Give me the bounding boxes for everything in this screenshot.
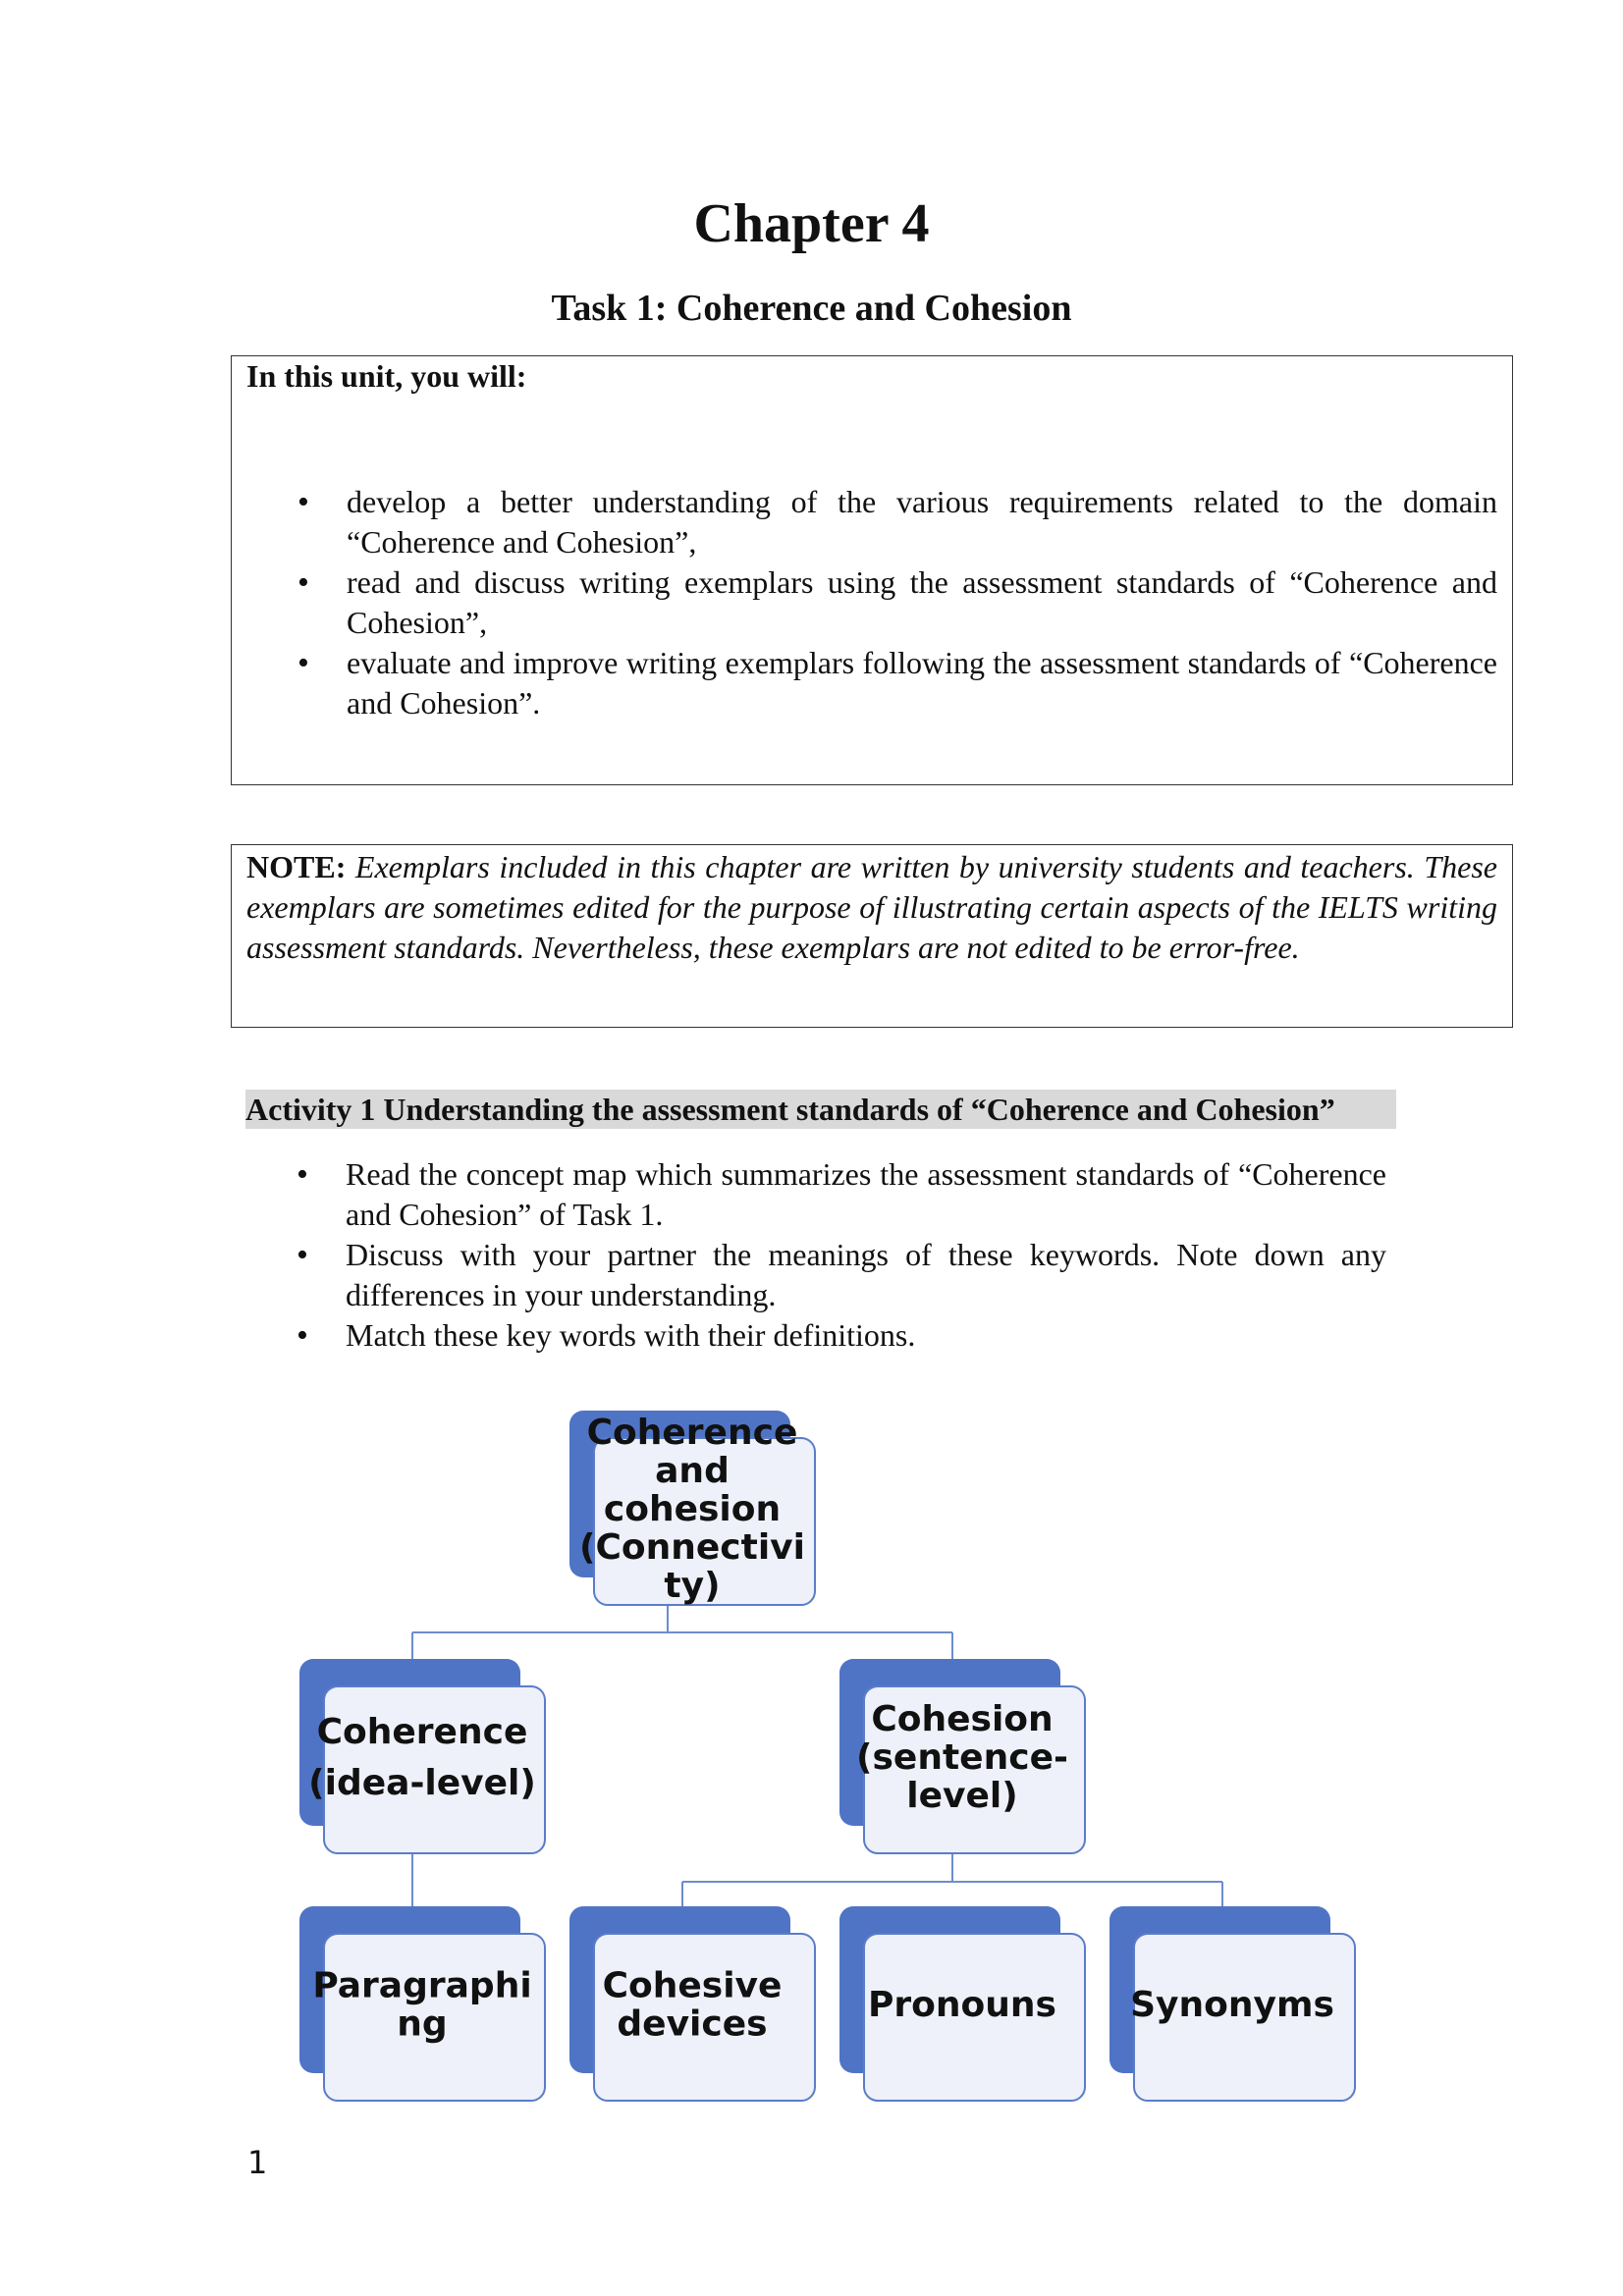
node-label-line: Pronouns [868,1984,1056,2025]
list-item: • develop a better understanding of the various requirements related to the domain “Coherence and Cohesion”, [347,482,1497,562]
node-label-line: Paragraphi [312,1965,532,2006]
page-number: 1 [247,2144,268,2181]
concept-node-coherence [299,1659,545,1853]
node-label-line: Coherence [316,1711,528,1752]
list-item: • Discuss with your partner the meanings of these keywords. Note down any differences in your understanding. [346,1235,1386,1315]
node-label-line: and [655,1450,730,1491]
node-label-line: ty) [664,1565,721,1606]
list-item: • read and discuss writing exemplars using the assessment standards of “Coherence and Cohesion”, [347,562,1497,643]
node-label-line: cohesion [603,1488,782,1529]
node-label-line: Cohesion [871,1698,1054,1739]
chapter-title: Chapter 4 [693,193,930,254]
list-item: • evaluate and improve writing exemplars following the assessment standards of “Coherence and Cohesion”. [347,643,1497,723]
concept-node-paragraphing [299,1906,545,2101]
concept-node-cohesive-devices [569,1906,815,2101]
concept-node-synonyms [1109,1906,1355,2101]
concept-node-root [569,1411,815,1606]
node-label-line: (idea-level) [308,1762,536,1803]
task-title: Task 1: Coherence and Cohesion [551,288,1072,329]
node-label-line: Synonyms [1130,1984,1334,2025]
concept-node-pronouns [839,1906,1085,2101]
unit-objectives-heading: In this unit, you will: [246,358,527,394]
node-label-line: Cohesive [602,1965,783,2006]
note-body: Exemplars included in this chapter are written by university students and teachers. These exemplars are sometimes edited for the purpose of illustrating certain aspects of the IELTS writing assessment standards. Nevertheless, these exemplars are not edited to be error-free. [246,849,1498,965]
node-label-line: devices [617,2003,768,2045]
node-label-line: ng [397,2003,448,2045]
list-item: • Match these key words with their definitions. [346,1315,1386,1356]
node-label-line: Coherence [586,1412,798,1453]
node-label-line: (Connectivi [579,1526,805,1568]
list-item: • Read the concept map which summarizes the assessment standards of “Coherence and Cohesion” of Task 1. [346,1154,1386,1235]
concept-map-nodes [299,1411,1355,2101]
note-label: NOTE: [246,849,347,884]
concept-node-cohesion [839,1659,1085,1853]
node-label-line: level) [906,1775,1018,1816]
node-label-line: (sentence- [856,1736,1068,1778]
activity-heading: Activity 1 Understanding the assessment standards of “Coherence and Cohesion” [245,1090,1396,1129]
